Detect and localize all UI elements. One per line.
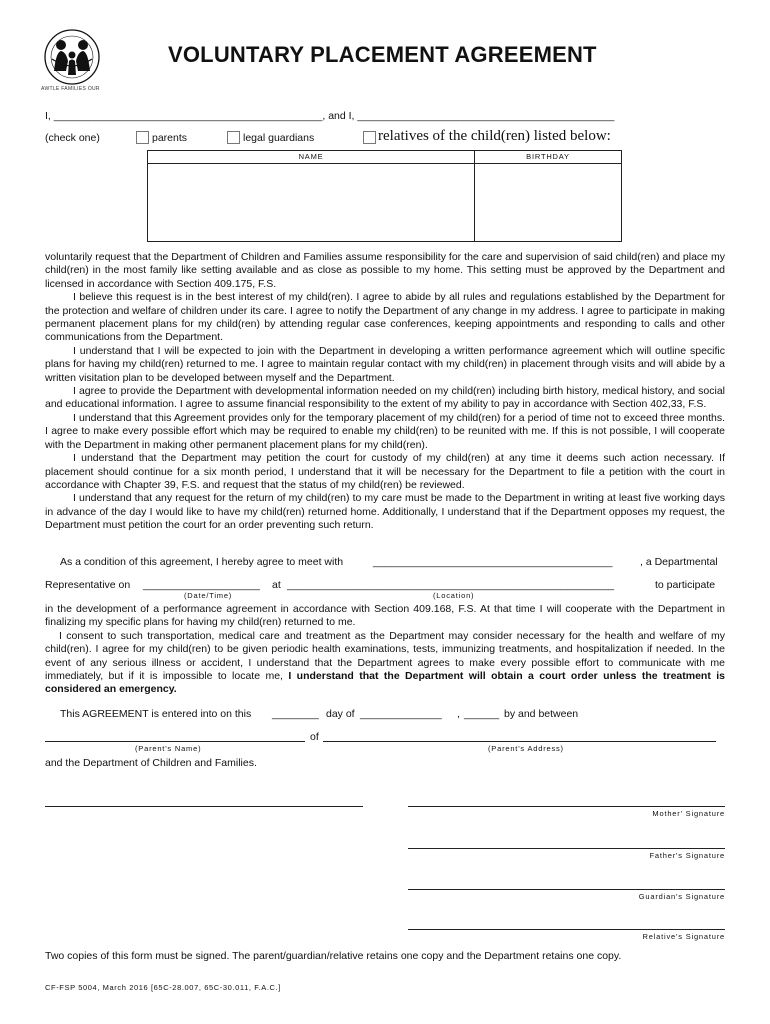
children-table — [147, 150, 622, 242]
meeting-location-field[interactable]: ________________________________________________________ — [287, 579, 615, 591]
consent-paragraph — [45, 630, 725, 697]
parent-name-caption: (Parent's Name) — [135, 744, 202, 753]
by-and-between-label: by and between — [504, 708, 579, 720]
relative-signature-line[interactable] — [408, 929, 725, 930]
agreement-body — [45, 251, 725, 533]
datetime-caption: (Date/Time) — [184, 591, 233, 600]
court-order-notice: I understand that the Department will obtain a court order unless the treatment is considered an emergency. — [45, 670, 725, 696]
parent-address-caption: (Parent's Address) — [488, 744, 564, 753]
representative-on-label: Representative on — [45, 579, 131, 591]
of-label: of — [310, 731, 319, 743]
children-birthdays-field[interactable] — [478, 165, 618, 239]
agreement-month-field[interactable]: ______________ — [360, 708, 442, 720]
at-label: at — [272, 579, 281, 591]
legal-guardians-label: legal guardians — [243, 132, 315, 144]
consent-body — [45, 603, 725, 697]
body-paragraph: I understand that this Agreement provides only for the temporary placement of my child(ren) for a period of time not to exceed three months. I agree to make every possible effort which may be required to enable my child(ren) to be reunited with me. If this is not possible, I will cooperate with the Department in making other permanent placement plans for my child(ren). — [45, 411, 725, 451]
meeting-intro: As a condition of this agreement, I hereby agree to meet with — [60, 556, 344, 568]
mother-signature-label: Mother' Signature — [652, 809, 725, 818]
comma-label: , — [457, 708, 460, 720]
father-signature-label: Father's Signature — [649, 851, 725, 860]
to-participate-label: to participate — [655, 579, 716, 591]
children-names-field[interactable] — [150, 165, 472, 239]
copies-notice: Two copies of this form must be signed. The parent/guardian/relative retains one copy and the Department retains one copy. — [45, 950, 622, 962]
birthday-column-header: BIRTHDAY — [475, 151, 621, 164]
consent-text: I consent to such transportation, medical care and treatment as the Department may consider necessary for the health and welfare of my child(ren). I agree for my child(ren) to be given periodic health examinations, tests, immunizing treatments, and hospitalization if needed. In the event of any serious illness or accident, I understand that the Department agrees to make every possible effort to communicate with me immediately, but if it is impossible to locate me, — [45, 629, 725, 683]
logo-caption: AWTLE FAMILIES OUR — [41, 86, 100, 92]
parent-address-field[interactable] — [323, 741, 716, 742]
body-paragraph: I agree to provide the Department with developmental information needed on my child(ren) including birth history, medical history, and social and educational information. I agree to assume financial responsibility to the extent of my ability to pay in accordance with Section 402,33, F.S. — [45, 385, 725, 411]
parent-name-field[interactable] — [45, 741, 305, 742]
check-one-label: (check one) — [45, 132, 100, 144]
table-divider — [474, 151, 475, 241]
dcf-seal-logo-icon — [40, 25, 104, 89]
body-paragraph: I understand that any request for the return of my child(ren) to my care must be made to the Department in writing at least five working days in advance of the day I would like to have my child(ren) returned home. Additionally, I understand that if the Department opposes my request, the Department must petition the court for an order preventing such return. — [45, 492, 725, 532]
name-column-header: NAME — [148, 151, 474, 164]
body-paragraph: voluntarily request that the Department of Children and Families assume responsibility for the care and supervision of said child(ren) and place my child(ren) in the most family like setting available and as close as possible to my home. This setting must be approved by the Department and licensed in accordance with Section 409.175, F.S. — [45, 251, 725, 290]
day-of-label: day of — [326, 708, 355, 720]
names-line[interactable]: I, ______________________________________________, and I, ____________________________________________ — [45, 110, 615, 122]
form-identifier: CF-FSP 5004, March 2016 [65C-28.007, 65C-30.011, F.A.C.] — [45, 983, 281, 992]
body-paragraph: I understand that the Department may petition the court for custody of my child(ren) at any time it deems such action necessary. If placement should continue for a six month period, I understand that it will be necessary for the Department to file a petition with the court in accordance with Chapter 39, F.S. and request that the status of my child(ren) be reviewed. — [45, 452, 725, 491]
parents-checkbox[interactable] — [136, 131, 149, 144]
mother-signature-line[interactable] — [408, 806, 725, 807]
parents-label: parents — [152, 132, 188, 144]
guardian-signature-label: Guardian's Signature — [638, 892, 725, 901]
legal-guardians-checkbox[interactable] — [227, 131, 240, 144]
location-caption: (Location) — [433, 591, 475, 600]
representative-name-field[interactable]: _________________________________________ — [373, 556, 613, 568]
document-title: VOLUNTARY PLACEMENT AGREEMENT — [168, 42, 597, 67]
body-paragraph: in the development of a performance agreement in accordance with Section 409.168, F.S. At that time I will cooperate with the Department in finalizing my specific plans for having my child(ren) returned to me. — [45, 603, 725, 629]
department-line: and the Department of Children and Families. — [45, 757, 257, 769]
father-signature-line[interactable] — [408, 848, 725, 849]
departmental-label: , a Departmental — [640, 556, 718, 568]
agreement-year-field[interactable]: ______ — [464, 708, 500, 720]
body-paragraph: I understand that I will be expected to join with the Department in developing a written performance agreement which will outline specific plans for having my child(ren) returned to me. I agree to maintain regular contact with my child(ren) in placement through visits and will abide by a written visitation plan to be developed between myself and the Department. — [45, 344, 725, 384]
relatives-label: relatives of the child(ren) listed below: — [378, 128, 611, 144]
agreement-day-field[interactable]: ________ — [272, 708, 319, 720]
relatives-checkbox[interactable] — [363, 131, 376, 144]
agreement-date-intro: This AGREEMENT is entered into on this — [60, 708, 252, 720]
department-signature-line[interactable] — [45, 806, 363, 807]
body-paragraph: I believe this request is in the best interest of my child(ren). I agree to abide by all rules and regulations established by the Department for the protection and welfare of children under its care. I agree to notify the Department of any change in my address. I agree to participate in making permanent placement plans for my child(ren) by attending regular case conferences, keeping appointments and responding to calls and other communications from the Department. — [45, 291, 725, 344]
relative-signature-label: Relative's Signature — [642, 932, 725, 941]
meeting-datetime-field[interactable]: ____________________ — [143, 579, 260, 591]
guardian-signature-line[interactable] — [408, 889, 725, 890]
